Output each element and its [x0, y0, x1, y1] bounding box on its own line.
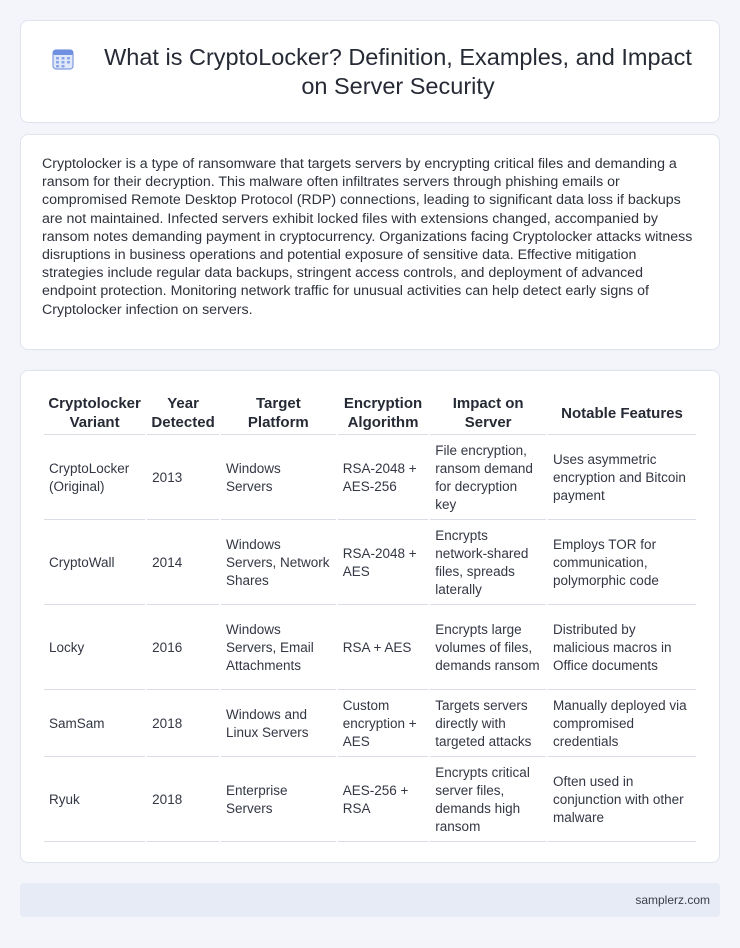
table-row	[44, 607, 696, 690]
table-row	[44, 759, 696, 842]
cell-platform: Enterprise Servers	[221, 759, 336, 842]
cell-algorithm: Custom encryption + AES	[338, 692, 429, 757]
footer-site-link[interactable]: samplerz.com	[635, 893, 710, 907]
cell-features: Often used in conjunction with other malware	[548, 759, 696, 842]
cell-features: Uses asymmetric encryption and Bitcoin payment	[548, 437, 696, 520]
cell-impact: Targets servers directly with targeted attacks	[430, 692, 546, 757]
description-card	[20, 134, 720, 350]
table-row	[44, 692, 696, 757]
cell-year: 2016	[147, 607, 219, 690]
cell-impact: Encrypts critical server files, demands high ransom	[430, 759, 546, 842]
footer-bar	[20, 883, 720, 917]
title-card	[20, 20, 720, 123]
cell-variant: CryptoWall	[44, 522, 145, 605]
cell-variant: Locky	[44, 607, 145, 690]
cell-variant: Ryuk	[44, 759, 145, 842]
cell-platform: Windows Servers, Email Attachments	[221, 607, 336, 690]
cell-algorithm: RSA-2048 + AES	[338, 522, 429, 605]
table-row	[44, 522, 696, 605]
cell-features: Distributed by malicious macros in Office documents	[548, 607, 696, 690]
cell-features: Employs TOR for communication, polymorphic code	[548, 522, 696, 605]
header-algorithm: Encryption Algorithm	[338, 393, 429, 435]
variants-table	[42, 391, 698, 844]
header-variant: Cryptolocker Variant	[44, 393, 145, 435]
cell-year: 2013	[147, 437, 219, 520]
table-card	[20, 370, 720, 863]
table-row	[44, 437, 696, 520]
cell-year: 2014	[147, 522, 219, 605]
cell-year: 2018	[147, 692, 219, 757]
cell-impact: Encrypts large volumes of files, demands ransom	[430, 607, 546, 690]
cell-algorithm: RSA-2048 + AES-256	[338, 437, 429, 520]
header-impact: Impact on Server	[430, 393, 546, 435]
cell-algorithm: AES-256 + RSA	[338, 759, 429, 842]
cell-platform: Windows Servers	[221, 437, 336, 520]
cell-year: 2018	[147, 759, 219, 842]
cell-features: Manually deployed via compromised credentials	[548, 692, 696, 757]
description-text: Cryptolocker is a type of ransomware that targets servers by encrypting critical files and demanding a ransom for their decryption. This malware often infiltrates servers through phishing emails or compromised Remote Desktop Protocol (RDP) connections, leading to significant data loss if backups are not maintained. Infected servers exhibit locked files with extensions changed, accompanied by ransom notes demanding payment in cryptocurrency. Organizations facing Cryptolocker attacks witness disruptions in business operations and potential exposure of sensitive data. Effective mitigation strategies include regular data backups, stringent access controls, and deployment of advanced endpoint protection. Monitoring network traffic for unusual activities can help detect early signs of Cryptolocker infection on servers.	[42, 156, 693, 318]
cell-variant: CryptoLocker (Original)	[44, 437, 145, 520]
header-year: Year Detected	[147, 393, 219, 435]
cell-impact: File encryption, ransom demand for decryption key	[430, 437, 546, 520]
cell-impact: Encrypts network-shared files, spreads laterally	[430, 522, 546, 605]
cell-platform: Windows and Linux Servers	[221, 692, 336, 757]
cell-algorithm: RSA + AES	[338, 607, 429, 690]
header-features: Notable Features	[548, 393, 696, 435]
page-title: What is CryptoLocker? Definition, Examples, and Impact on Server Security	[104, 44, 692, 99]
table-header-row	[44, 393, 696, 435]
header-platform: Target Platform	[221, 393, 336, 435]
cell-platform: Windows Servers, Network Shares	[221, 522, 336, 605]
cell-variant: SamSam	[44, 692, 145, 757]
